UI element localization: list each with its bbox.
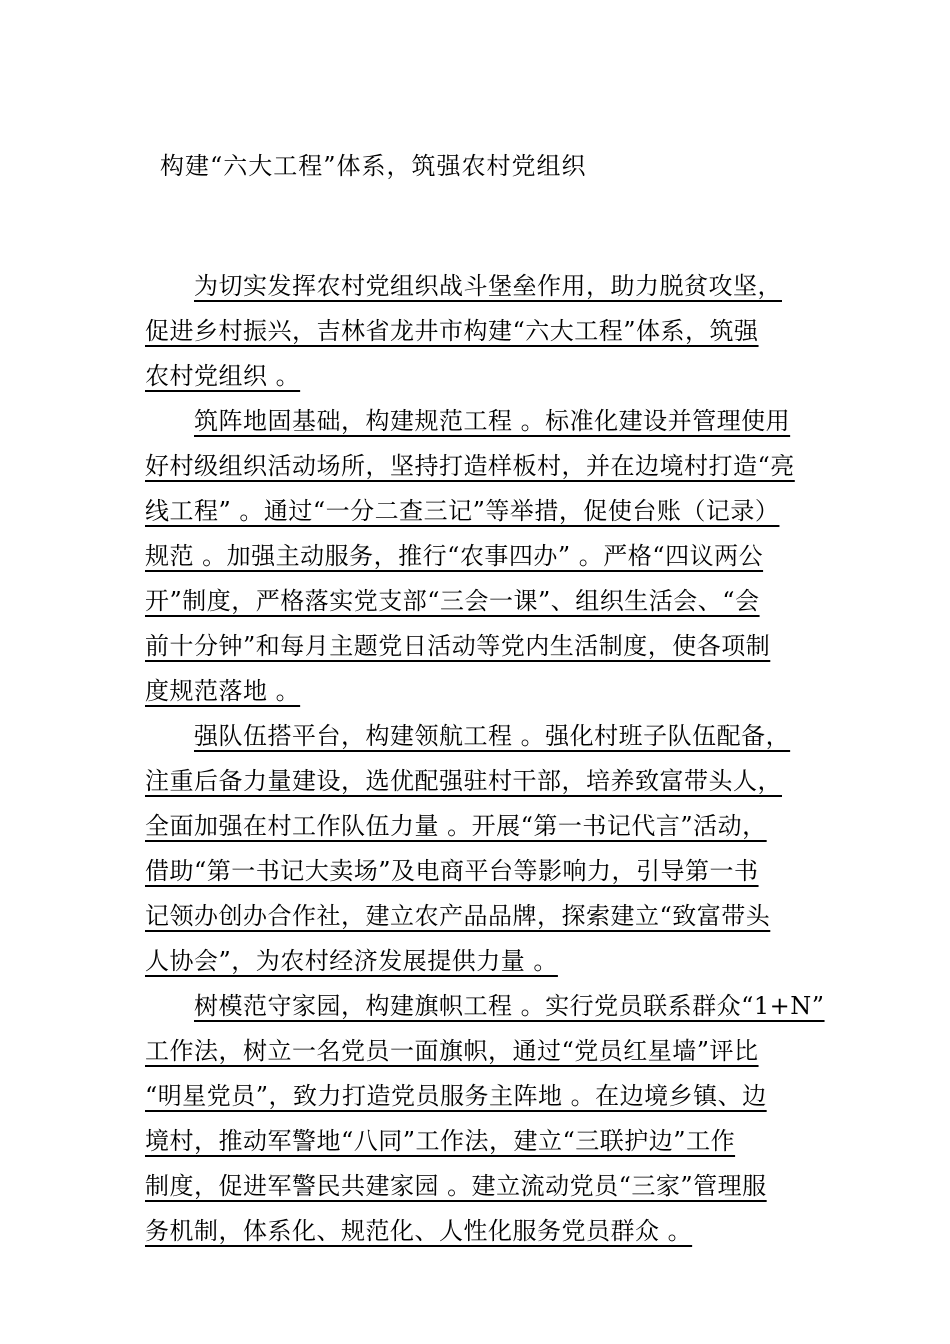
paragraph-line: “明星党员”，致力打造党员服务主阵地 。在边境乡镇、边 — [145, 1082, 767, 1110]
paragraph-line: 全面加强在村工作队伍力量 。开展“第一书记代言”活动， — [145, 812, 767, 840]
paragraph-line: 务机制，体系化、规范化、人性化服务党员群众 。 — [145, 1217, 693, 1245]
paragraph-line: 促进乡村振兴，吉林省龙井市构建“六大工程”体系，筑强 — [145, 317, 759, 345]
paragraph-line: 农村党组织 。 — [145, 362, 301, 390]
paragraph-line: 境村，推动军警地“八同”工作法，建立“三联护边”工作 — [145, 1127, 736, 1155]
paragraph-line: 规范 。加强主动服务，推行“农事四办” 。严格“四议两公 — [145, 542, 764, 570]
paragraph-line: 开”制度，严格落实党支部“三会一课”、组织生活会、“会 — [145, 587, 760, 615]
paragraph-line: 制度，促进军警民共建家园 。建立流动党员“三家”管理服 — [145, 1172, 767, 1200]
paragraph-line: 借助“第一书记大卖场”及电商平台等影响力，引导第一书 — [145, 857, 759, 885]
paragraph-line: 为切实发挥农村党组织战斗堡垒作用，助力脱贫攻坚， — [194, 272, 782, 300]
paragraph-line: 工作法，树立一名党员一面旗帜，通过“党员红星墙”评比 — [145, 1037, 759, 1065]
paragraph-line: 强队伍搭平台，构建领航工程 。强化村班子队伍配备， — [194, 722, 791, 750]
paragraph-line: 度规范落地 。 — [145, 677, 301, 705]
paragraph-line: 筑阵地固基础，构建规范工程 。标准化建设并管理使用 — [194, 407, 791, 435]
paragraph-line: 记领办创办合作社，建立农产品品牌，探索建立“致富带头 — [145, 902, 771, 930]
paragraph-line: 前十分钟”和每月主题党日活动等党内生活制度，使各项制 — [145, 632, 771, 660]
paragraph-line: 线工程” 。通过“一分二查三记”等举措，促使台账（记录） — [145, 497, 780, 525]
document-title: 构建“六大工程”体系，筑强农村党组织 — [160, 152, 587, 180]
paragraph-line: 注重后备力量建设，选优配强驻村干部，培养致富带头人， — [145, 767, 782, 795]
paragraph-line: 树模范守家园，构建旗帜工程 。实行党员联系群众“1+N” — [194, 992, 825, 1020]
paragraph-line: 人协会”，为农村经济发展提供力量 。 — [145, 947, 558, 975]
paragraph-line: 好村级组织活动场所，坚持打造样板村，并在边境村打造“亮 — [145, 452, 795, 480]
